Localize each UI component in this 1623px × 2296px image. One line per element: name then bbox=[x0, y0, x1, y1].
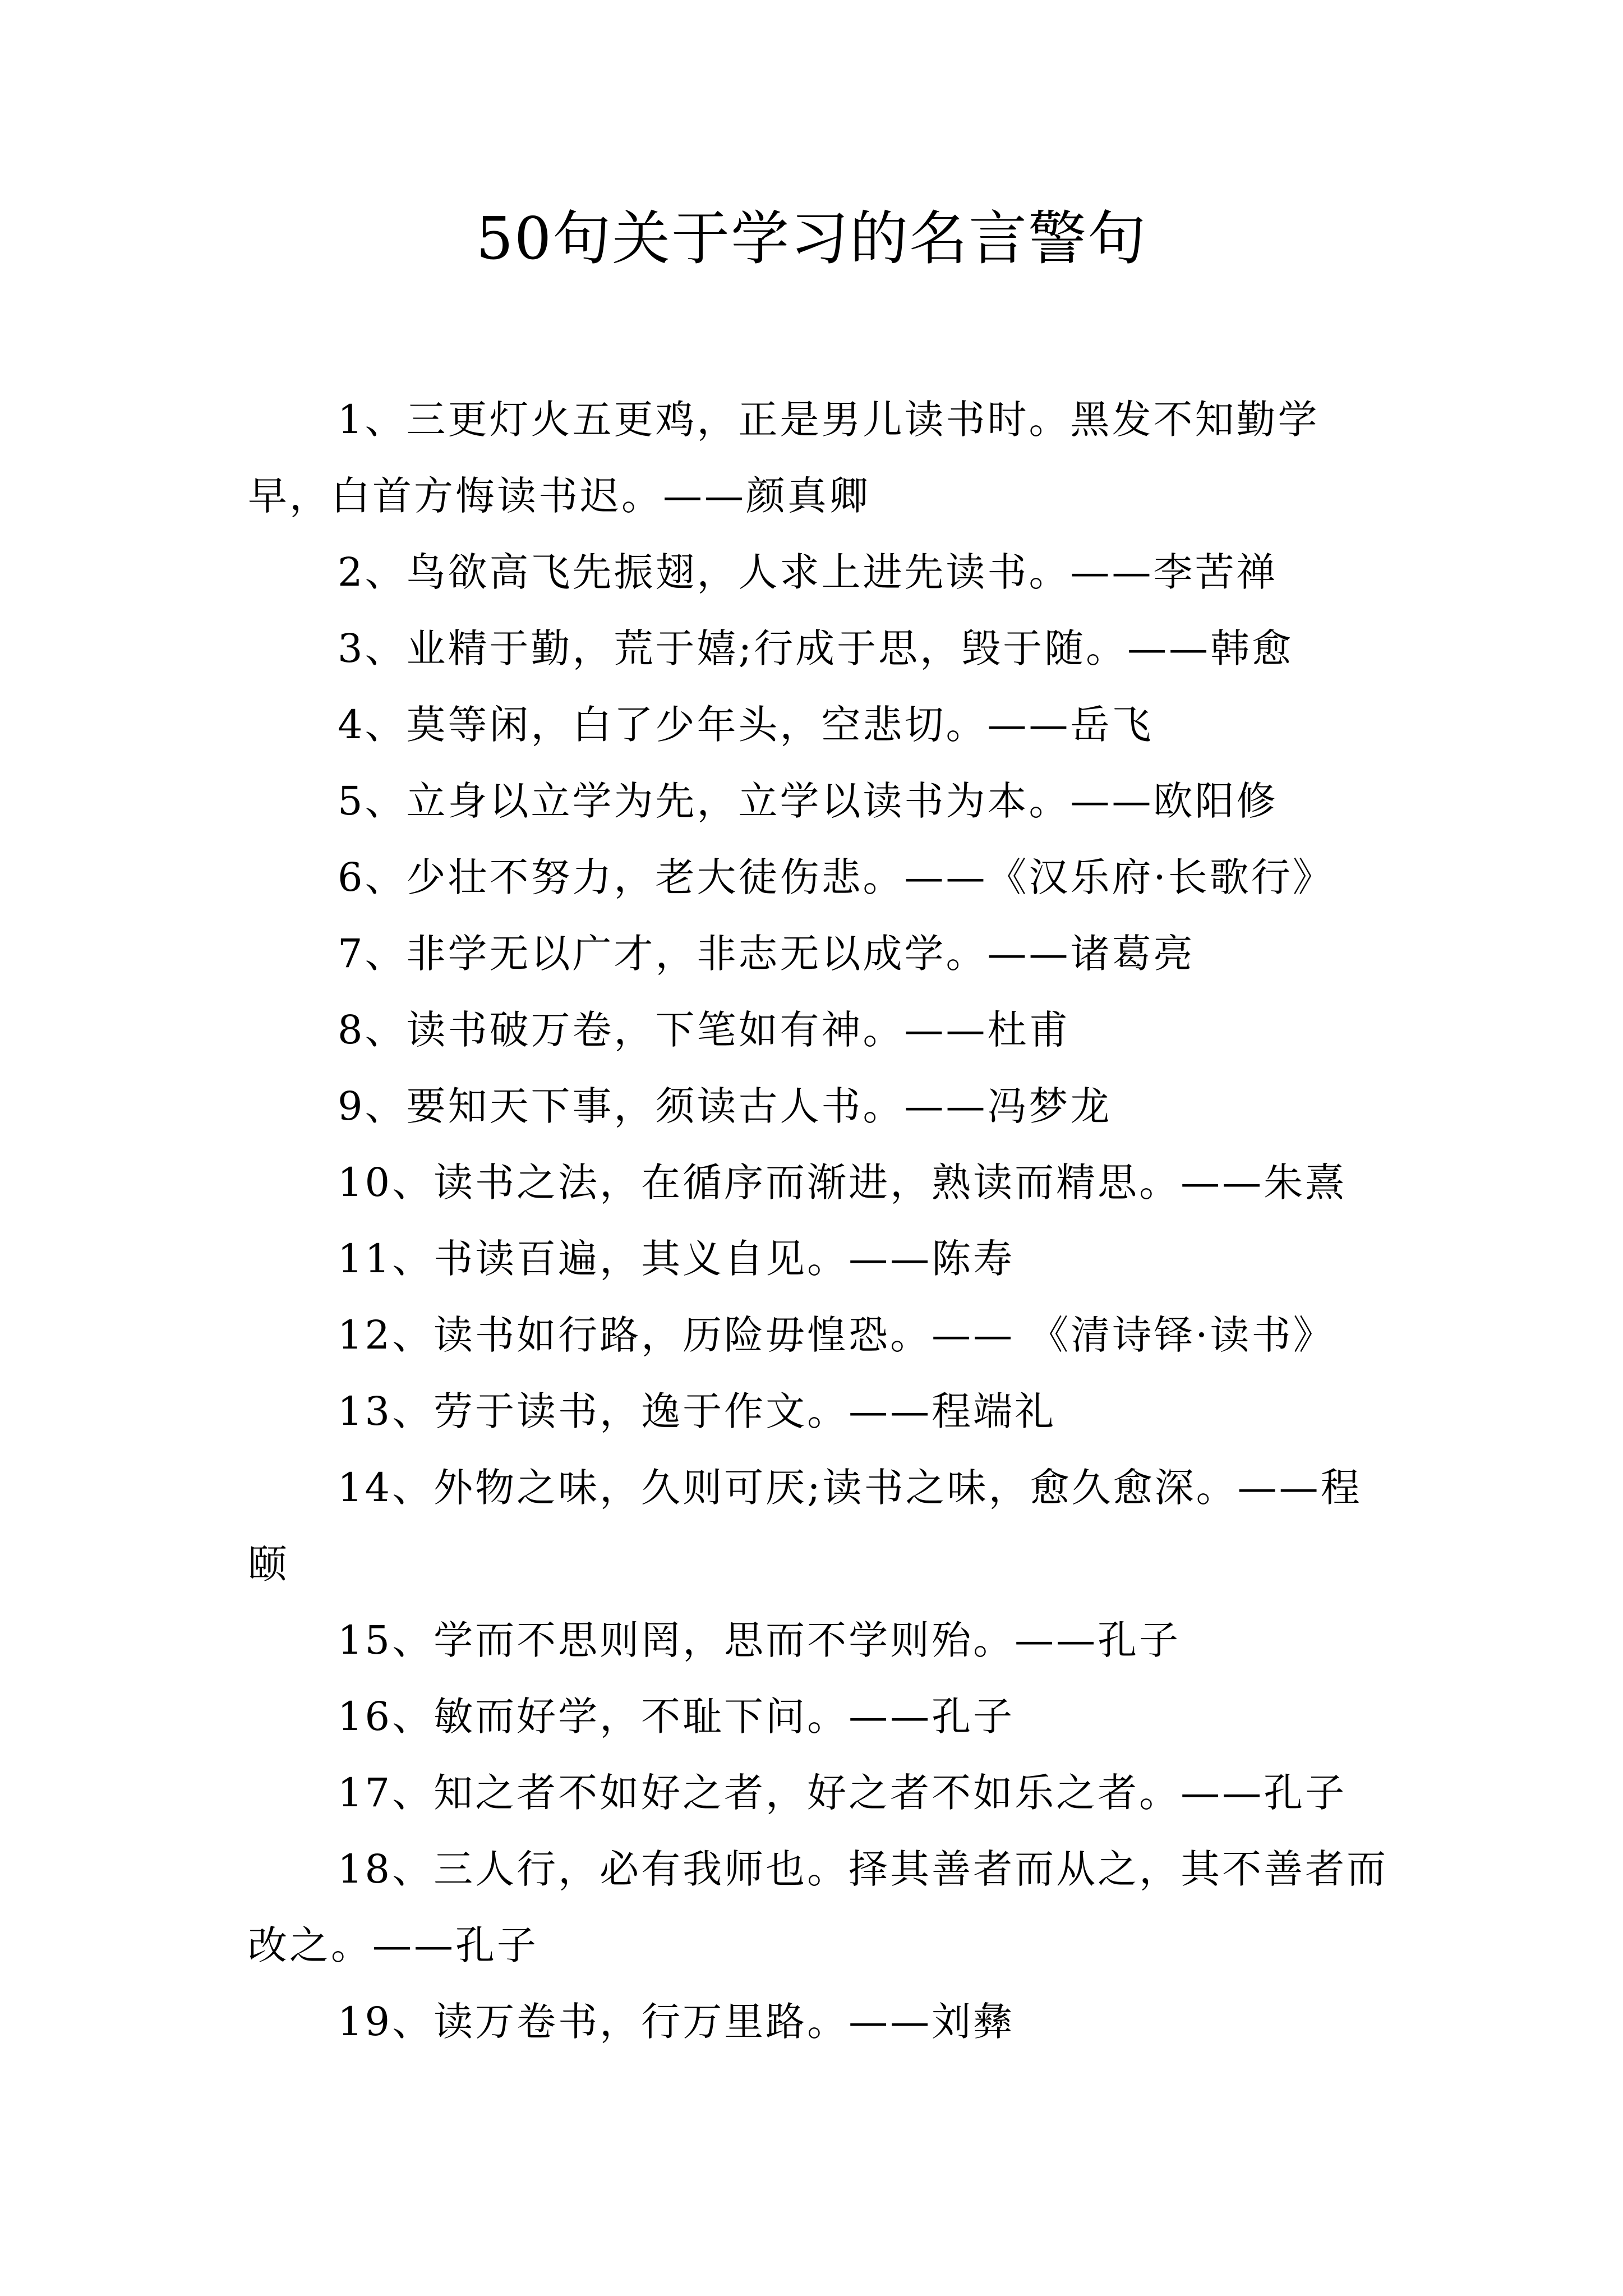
quote-paragraph: 18、三人行，必有我师也。择其善者而从之，其不善者而改之。——孔子 bbox=[248, 1846, 1389, 1968]
quote-paragraph: 17、知之者不如好之者，好之者不如乐之者。——孔子 bbox=[338, 1770, 1347, 1816]
quote-paragraph: 8、读书破万卷，下笔如有神。——杜甫 bbox=[338, 1007, 1071, 1053]
quote-paragraph: 1、三更灯火五更鸡，正是男儿读书时。黑发不知勤学早，白首方悔读书迟。——颜真卿 bbox=[248, 397, 1320, 519]
quote-paragraph: 10、读书之法，在循序而渐进，熟读而精思。——朱熹 bbox=[338, 1159, 1347, 1205]
quote-paragraph: 5、立身以立学为先，立学以读书为本。——欧阳修 bbox=[338, 778, 1278, 824]
quote-paragraph: 14、外物之味，久则可厌;读书之味，愈久愈深。——程颐 bbox=[248, 1465, 1362, 1587]
quote-paragraph: 13、劳于读书，逸于作文。——程端礼 bbox=[338, 1388, 1057, 1434]
quote-paragraph: 15、学而不思则罔，思而不学则殆。——孔子 bbox=[338, 1617, 1181, 1663]
quote-paragraph: 4、莫等闲，白了少年头，空悲切。——岳飞 bbox=[338, 702, 1154, 748]
quote-paragraph: 11、书读百遍，其义自见。——陈寿 bbox=[338, 1236, 1015, 1282]
quote-paragraph: 16、敏而好学，不耻下问。——孔子 bbox=[338, 1694, 1015, 1740]
quote-paragraph: 2、鸟欲高飞先振翅，人求上进先读书。——李苦禅 bbox=[338, 549, 1278, 595]
quote-paragraph: 7、非学无以广才，非志无以成学。——诸葛亮 bbox=[338, 931, 1195, 977]
document-title: 50句关于学习的名言警句 bbox=[476, 204, 1147, 273]
quote-paragraph: 19、读万卷书，行万里路。——刘彝 bbox=[338, 1999, 1015, 2045]
quote-paragraph: 12、读书如行路，历险毋惶恐。—— 《清诗铎·读书》 bbox=[338, 1312, 1335, 1358]
quote-paragraph: 3、业精于勤，荒于嬉;行成于思，毁于随。——韩愈 bbox=[338, 625, 1294, 671]
quote-paragraph: 9、要知天下事，须读古人书。——冯梦龙 bbox=[338, 1083, 1112, 1129]
quote-list bbox=[248, 381, 1392, 2060]
quote-paragraph: 6、少壮不努力，老大徒伤悲。——《汉乐府·长歌行》 bbox=[338, 854, 1334, 900]
